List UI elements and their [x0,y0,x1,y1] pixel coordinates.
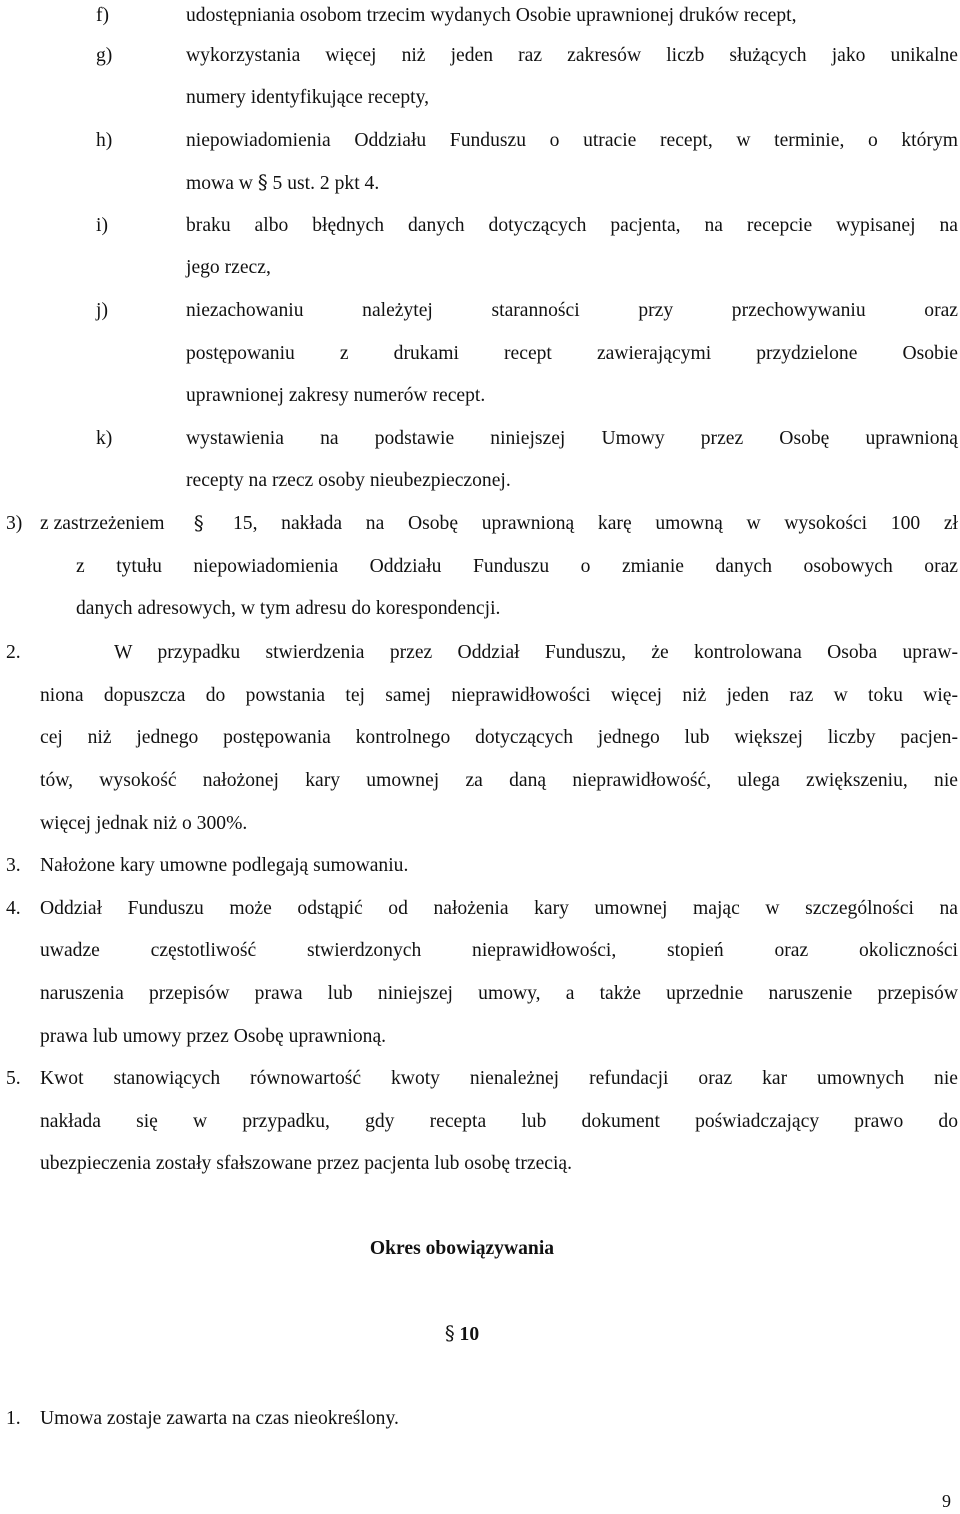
paragraph-sign: § [193,512,204,535]
para-2-line-3: cej niż jednego postępowania kontrolnego dotyczących jednego lub większej liczby pacjen- [40,727,958,748]
item-h-line-2 [186,170,379,197]
final-para-text: Umowa zostaje zawarta na czas nieokreślony. [40,1408,399,1429]
para-4-line-1: Oddział Funduszu może odstąpić od nałożenia kary umownej mając w szczególności na [40,898,958,919]
item-f-label: f) [96,5,110,26]
item-3-label: 3) [6,513,23,534]
item-j-line-2: postępowaniu z drukami recept zawierającymi przydzielone Osobie [186,343,958,364]
item-h-text-b: 5 ust. 2 pkt 4. [272,173,380,194]
item-3-line-3: danych adresowych, w tym adresu do korespondencji. [76,598,501,619]
item-k-line-1: wystawienia na podstawie niniejszej Umowy przez Osobę uprawnioną [186,428,958,449]
item-g-label: g) [96,45,113,66]
item-3-text-a: z zastrzeżeniem [40,513,165,534]
paragraph-sign: § [444,1322,455,1345]
para-5-line-2: nakłada się w przypadku, gdy recepta lub dokument poświadczający prawo do [40,1111,958,1132]
para-2-line-1: W przypadku stwierdzenia przez Oddział Funduszu, że kontrolowana Osoba upraw- [114,642,958,663]
item-3-text-b: 15, nakłada na Osobę uprawnioną karę umowną w wysokości 100 zł [233,513,958,534]
item-k-line-2: recepty na rzecz osoby nieubezpieczonej. [186,470,511,491]
para-4-line-3: naruszenia przepisów prawa lub niniejszej umowy, a także uprzednie naruszenie przepisów [40,983,958,1004]
paragraph-sign: § [257,171,268,194]
para-3-line-1: Nałożone kary umowne podlegają sumowaniu. [40,855,409,876]
item-3-line-2: z tytułu niepowiadomienia Oddziału Funduszu o zmianie danych osobowych oraz [76,556,958,577]
section-heading: Okres obowiązywania [369,1238,555,1259]
para-5-line-1: Kwot stanowiących równowartość kwoty nienależnej refundacji oraz kar umownych nie [40,1068,958,1089]
item-h-line-1: niepowiadomienia Oddziału Funduszu o utracie recept, w terminie, o którym [186,130,958,151]
item-i-line-1: braku albo błędnych danych dotyczących pacjenta, na recepcie wypisanej na [186,215,958,236]
para-4-label: 4. [6,898,21,919]
para-5-line-3: ubezpieczenia zostały sfałszowane przez pacjenta lub osobę trzecią. [40,1153,573,1174]
item-h-text-a: mowa w [186,173,253,194]
para-3-label: 3. [6,855,21,876]
final-para-label: 1. [6,1408,21,1429]
item-g-line-1: wykorzystania więcej niż jeden raz zakresów liczb służących jako unikalne [186,45,958,66]
section-number-value: 10 [459,1324,480,1345]
para-2-line-2: niona dopuszcza do powstania tej samej nieprawidłowości więcej niż jeden raz w toku wię- [40,685,958,706]
item-j-line-3: uprawnionej zakresy numerów recept. [186,385,486,406]
item-h-label: h) [96,130,113,151]
para-2-label: 2. [6,642,21,663]
para-4-line-2: uwadze częstotliwość stwierdzonych nieprawidłowości, stopień oraz okoliczności [40,940,958,961]
para-2-line-5: więcej jednak niż o 300%. [40,813,248,834]
item-k-label: k) [96,428,113,449]
item-i-line-2: jego rzecz, [186,257,271,278]
para-5-label: 5. [6,1068,21,1089]
item-g-line-2: numery identyfikujące recepty, [186,87,429,108]
para-2-line-4: tów, wysokość nałożonej kary umownej za daną nieprawidłowość, ulega zwiększeniu, nie [40,770,958,791]
item-j-label: j) [96,300,108,321]
item-3-line-1 [40,511,958,537]
item-j-line-1: niezachowaniu należytej staranności przy przechowywaniu oraz [186,300,958,321]
item-f-line-1: udostępniania osobom trzecim wydanych Osobie uprawnionej druków recept, [186,5,797,26]
item-i-label: i) [96,215,108,236]
section-number [0,1321,924,1348]
page-number: 9 [942,1491,951,1511]
para-4-line-4: prawa lub umowy przez Osobę uprawnioną. [40,1026,387,1047]
